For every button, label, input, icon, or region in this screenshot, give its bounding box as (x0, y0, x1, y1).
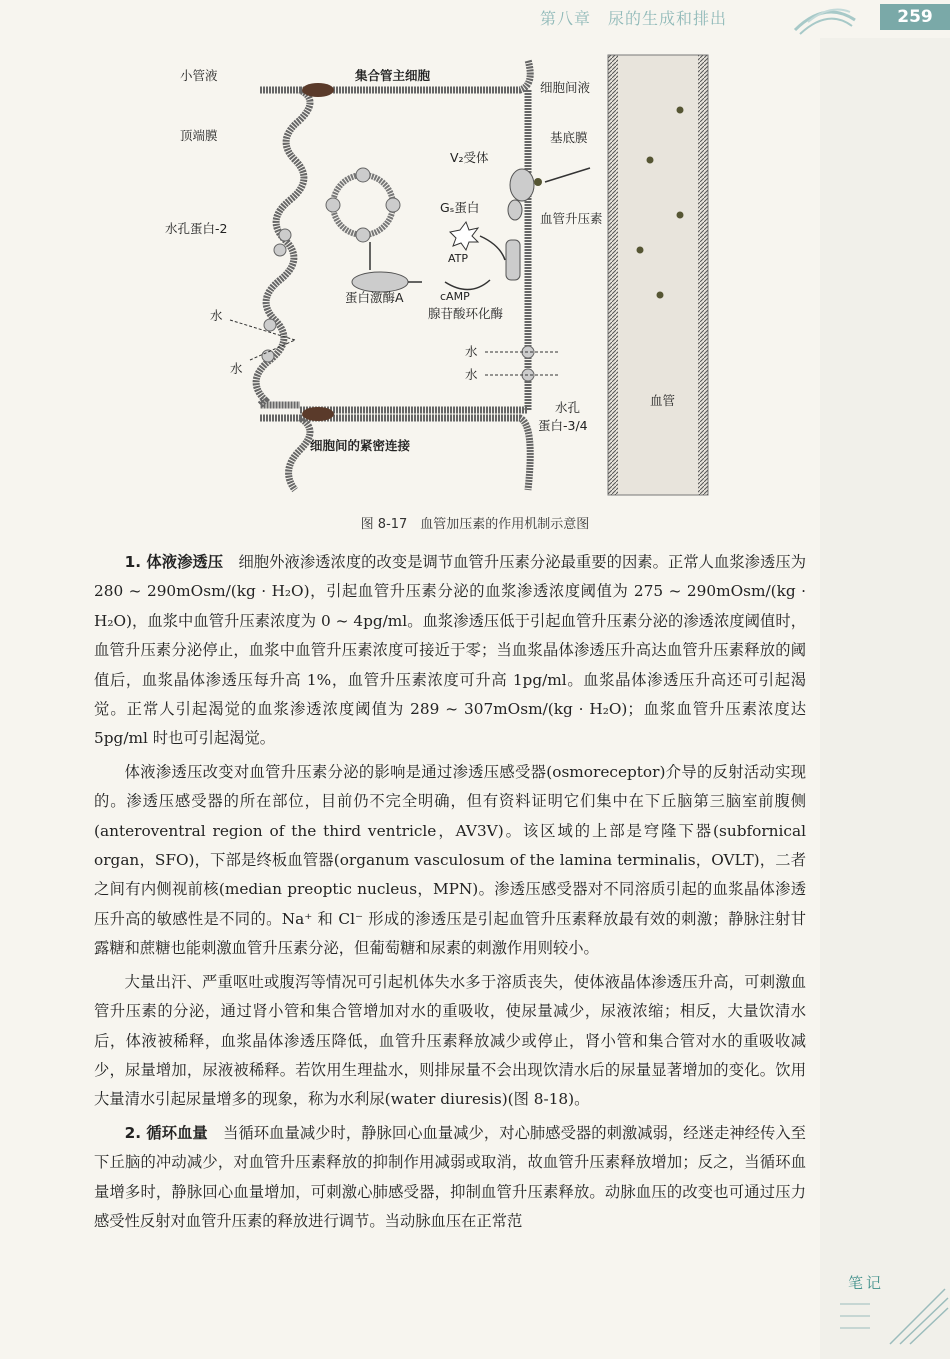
label-aqp34-line2: 蛋白-3/4 (538, 418, 588, 433)
vasopressin-mechanism-figure (160, 50, 740, 500)
body-text (94, 548, 806, 1240)
label-gs-protein: Gₛ蛋白 (440, 200, 480, 215)
page-number: 259 (880, 4, 950, 30)
label-adenylate-cyclase: 腺苷酸环化酶 (428, 306, 504, 321)
chapter-title: 第八章 尿的生成和排出 (540, 9, 728, 28)
tight-junction-top (302, 83, 334, 97)
label-camp: cAMP (440, 290, 470, 303)
notes-lines-icon (830, 1284, 950, 1354)
figure-caption: 图 8-17 血管加压素的作用机制示意图 (360, 517, 590, 532)
aqp2-channel (264, 319, 276, 331)
aqp2-channel (274, 244, 286, 256)
label-interstitial-fluid: 细胞间液 (540, 80, 591, 95)
notes-label: 笔记 (848, 1274, 885, 1292)
label-water-2: 水 (230, 361, 243, 376)
label-tubular-fluid: 小管液 (180, 68, 218, 83)
aqp2-channel (279, 229, 291, 241)
basement-membrane (300, 90, 528, 410)
label-atp: ATP (448, 252, 469, 265)
page-header (0, 0, 950, 38)
aqp2-vesicle-ring (333, 175, 393, 235)
section-heading: 2. 循环血量 (124, 1123, 208, 1142)
label-aqp2: 水孔蛋白-2 (165, 221, 228, 236)
label-water-1: 水 (210, 308, 223, 323)
label-pka: 蛋白激酶A (345, 290, 404, 305)
blood-vessel (608, 55, 708, 495)
paragraph-text: 当循环血量减少时，静脉回心血量减少，对心肺感受器的刺激减弱，经迷走神经传入至下丘脑的冲动减少，对血管升压素释放的抑制作用减弱或取消，故血管升压素释放增加；反之，当循环血量增多时，静脉回心血量增加，可刺激心肺感受器，抑制血管升压素释放。动脉血压的改变也可通过压力感受性反射对血管升压素的释放进行调节。当动脉血压在正常范 (94, 1123, 806, 1230)
label-basement-membrane: 基底膜 (550, 130, 588, 145)
adenylate-cyclase (506, 240, 520, 280)
label-water-3: 水 (465, 344, 478, 359)
section-heading: 1. 体液渗透压 (124, 553, 224, 571)
aqp2-channel (262, 350, 274, 362)
label-vasopressin: 血管升压素 (540, 211, 603, 226)
label-tight-junction: 细胞间的紧密连接 (310, 438, 411, 453)
label-apical-membrane: 顶端膜 (180, 128, 218, 143)
protein-kinase-a (352, 272, 408, 292)
label-principal-cell: 集合管主细胞 (355, 68, 431, 83)
paragraph: 体液渗透压改变对血管升压素分泌的影响是通过渗透压感受器(osmoreceptor)介导的反射活动实现的。渗透压感受器的所在部位，目前仍不完全明确，但有资料证明它们集中在下丘脑第三脑室前腹侧(anteroventral region of the third ventricle，AV3V)。该区域的上部是穹隆下器(subfornical organ，SFO)，下部是终板血管器(organum vasculosum of the lamina terminalis，OVLT)，二者之间有内侧视前核(median preoptic nucleus，MPN)。渗透压感受器对不同溶质引起的血浆晶体渗透压升高的敏感性是不同的。Na⁺ 和 Cl⁻ 形成的渗透压是引起血管升压素释放最有效的刺激；静脉注射甘露糖和蔗糖也能刺激血管升压素分泌，但葡萄糖和尿素的刺激作用则较小。 (94, 762, 806, 958)
paragraph (94, 1119, 806, 1237)
label-blood-vessel: 血管 (650, 393, 676, 408)
paragraph (94, 548, 806, 754)
v2-receptor (510, 169, 534, 201)
paragraph-text: 细胞外液渗透浓度的改变是调节血管升压素分泌最重要的因素。正常人血浆渗透压为 280 ~ 290mOsm/(kg · H₂O)，引起血管升压素分泌的血浆渗透浓度阈值为 275 ~ 290mOsm/(kg · H₂O)，血浆中血管升压素浓度为 0 ~ 4pg/ml。血浆渗透压低于引起血管升压素分泌的渗透浓度阈值时，血管升压素分泌停止，血浆中血管升压素浓度可接近于零；当血浆晶体渗透压升高达血管升压素释放的阈值后，血浆晶体渗透压每升高 1%，血管升压素浓度可升高 1pg/ml。血浆晶体渗透压升高还可引起渴觉。正常人引起渴觉的血浆渗透浓度阈值为 289 ~ 307mOsm/(kg · H₂O)；血浆血管升压素浓度达 5pg/ml 时也可引起渴觉。 (94, 553, 806, 748)
notes-margin (820, 38, 950, 1359)
label-aqp34: 水孔 (555, 400, 581, 415)
paragraph: 大量出汗、严重呕吐或腹泻等情况可引起机体失水多于溶质丧失，使体液晶体渗透压升高，可刺激血管升压素的分泌，通过肾小管和集合管增加对水的重吸收，使尿量减少，尿液浓缩；相反，大量饮清水后，体液被稀释，血浆晶体渗透压降低，血管升压素释放减少或停止，肾小管和集合管对水的重吸收减少，尿量增加，尿液被稀释。若饮用生理盐水，则排尿量不会出现饮清水后的尿量显著增加的变化。饮用大量清水引起尿量增多的现象，称为水利尿(water diuresis)(图 8-18)。 (94, 972, 806, 1109)
label-v2-receptor: V₂受体 (450, 150, 489, 165)
atp-starburst-icon (450, 222, 478, 250)
tight-junction-bottom (302, 407, 334, 421)
label-water-4: 水 (465, 367, 478, 382)
swirl-logo-icon (790, 0, 860, 36)
gs-protein (508, 200, 522, 220)
